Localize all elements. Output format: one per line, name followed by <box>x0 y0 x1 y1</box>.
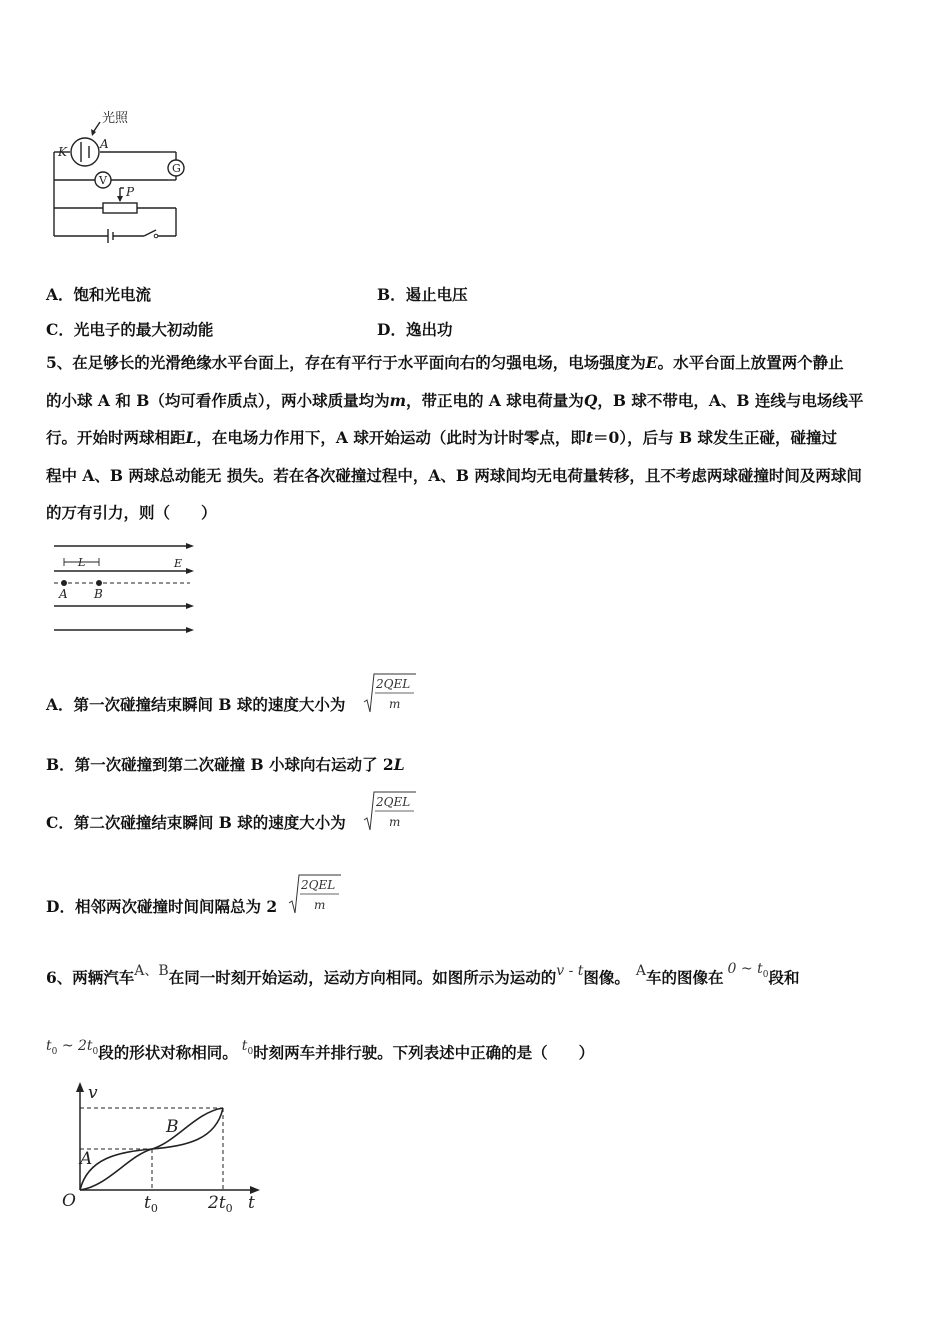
tick-label-t0: $t_0$ <box>144 1193 158 1215</box>
curve-label-b: B <box>166 1117 179 1137</box>
label-k: K <box>58 145 67 159</box>
light-label: 光照 <box>102 111 129 126</box>
sqrt-expression-c <box>362 790 418 834</box>
q4-option-c: C．光电子的最大初动能 <box>46 320 214 339</box>
label-p: P <box>126 185 135 199</box>
electric-field-figure <box>50 540 200 640</box>
q5-option-a: A．第一次碰撞结束瞬间 B 球的速度大小为 <box>46 695 346 714</box>
q6-line-2: $t_0$ ~ $2t_0$段的形状对称相同。 $t_0$时刻两车并排行驶。下列表述中正确的是（ ） <box>46 1038 595 1062</box>
q5-option-d: D．相邻两次碰撞时间间隔总为 2 <box>46 897 278 916</box>
sqrt-numerator: 2QEL <box>376 795 411 809</box>
axis-label-v: v <box>88 1083 98 1103</box>
q5-line-2: 的小球 A 和 B（均可看作质点），两小球质量均为m，带正电的 A 球电荷量为Q，B 球不带电，A、B 连线与电场线平 <box>46 391 864 410</box>
photoelectric-circuit-figure <box>48 104 188 244</box>
curve-label-a: A <box>80 1149 93 1169</box>
label-ball-a: A <box>59 587 68 601</box>
label-ball-b: B <box>94 587 103 601</box>
tick-label-2t0: $2t_0$ <box>208 1193 233 1215</box>
velocity-time-graph <box>58 1080 268 1220</box>
sqrt-numerator: 2QEL <box>376 677 411 691</box>
q5-option-b: B．第一次碰撞到第二次碰撞 B 小球向右运动了 2L <box>46 755 405 774</box>
q6-line-1: 6、两辆汽车A、B在同一时刻开始运动，运动方向相同。如图所示为运动的v - t图像。 A车的图像在 0 ~ $t_0$段和 <box>46 961 800 987</box>
sqrt-denominator: m <box>389 815 401 829</box>
sqrt-denominator: m <box>389 697 401 711</box>
label-g: G <box>172 162 181 175</box>
sqrt-expression-d <box>287 873 343 917</box>
q5-line-3: 行。开始时两球相距L，在电场力作用下，A 球开始运动（此时为计时零点，即t＝0），后与 B 球发生正碰，碰撞过 <box>46 428 837 447</box>
q4-option-b: B．遏止电压 <box>377 285 468 304</box>
sqrt-denominator: m <box>314 898 326 912</box>
label-v: V <box>99 174 107 187</box>
q4-option-d: D．逸出功 <box>377 320 453 339</box>
q5-line-1: 5、在足够长的光滑绝缘水平台面上，存在有平行于水平面向右的匀强电场，电场强度为E。水平台面上放置两个静止 <box>46 353 844 372</box>
axis-label-t: t <box>248 1193 255 1213</box>
q4-option-a: A．饱和光电流 <box>46 285 152 304</box>
q5-option-c: C．第二次碰撞结束瞬间 B 球的速度大小为 <box>46 813 346 832</box>
sqrt-expression-a <box>362 672 418 716</box>
label-a: A <box>100 137 109 151</box>
label-e: E <box>174 557 183 570</box>
origin-label: O <box>62 1191 76 1211</box>
label-l: L <box>78 556 86 569</box>
q5-line-4: 程中 A、B 两球总动能无 损失。若在各次碰撞过程中，A、B 两球间均无电荷量转移，且不考虑两球碰撞时间及两球间 <box>46 466 862 485</box>
sqrt-numerator: 2QEL <box>301 878 336 892</box>
q5-line-5: 的万有引力，则（ ） <box>46 503 217 522</box>
